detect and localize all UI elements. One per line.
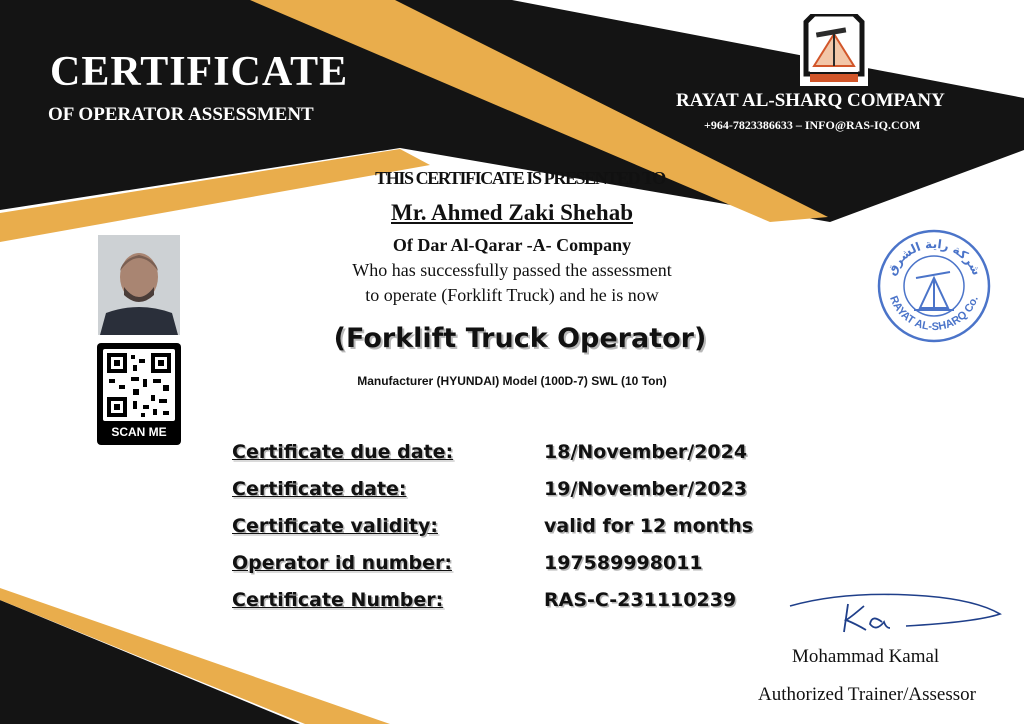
signer-title: Authorized Trainer/Assessor <box>758 684 976 705</box>
qr-code[interactable] <box>97 343 181 445</box>
certificate-date-value: 19/November/2023 <box>544 478 748 500</box>
qr-code-image <box>103 349 175 421</box>
stamp-english-text: RAYAT AL-SHARQ Co. <box>887 294 981 334</box>
operator-role: (Forklift Truck Operator) <box>333 323 707 354</box>
company-stamp <box>870 226 998 344</box>
assessment-statement-line1: Who has successfully passed the assessment <box>352 260 672 280</box>
certificate-date-label: Certificate date: <box>232 478 407 500</box>
operator-id-label: Operator id number: <box>232 552 452 574</box>
certificate-number-value: RAS-C-231110239 <box>544 589 737 611</box>
stamp-arabic-text: شركة راية الشرق <box>884 236 984 278</box>
due-date-value: 18/November/2024 <box>544 441 748 463</box>
scan-me-label: SCAN ME <box>111 425 167 439</box>
company-contact: +964-7823386633 – INFO@RAS-IQ.COM <box>704 118 921 132</box>
presented-to-heading: THIS CERTIFICATE IS PRESENTED TO <box>375 168 665 188</box>
stamp-oil-pump-icon <box>914 272 954 310</box>
equipment-spec: Manufacturer (HYUNDAI) Model (100D-7) SWL (10 Ton) <box>357 374 667 388</box>
validity-label: Certificate validity: <box>232 515 438 537</box>
certificate-title: CERTIFICATE <box>50 49 349 95</box>
certificate-number-label: Certificate Number: <box>232 589 444 611</box>
operator-photo <box>98 235 180 335</box>
certificate-subtitle: OF OPERATOR ASSESSMENT <box>48 104 314 125</box>
validity-value: valid for 12 months <box>544 515 754 537</box>
due-date-label: Certificate due date: <box>232 441 454 463</box>
signer-name: Mohammad Kamal <box>792 646 940 667</box>
bottom-dark-band <box>0 600 300 724</box>
oil-pump-gear-logo-icon <box>800 14 868 86</box>
recipient-name: Mr. Ahmed Zaki Shehab <box>391 200 633 225</box>
recipient-company: Of Dar Al-Qarar -A- Company <box>392 235 632 255</box>
company-name: RAYAT AL-SHARQ COMPANY <box>676 90 945 111</box>
operator-id-value: 197589998011 <box>544 552 703 574</box>
signature-mark <box>786 588 1008 638</box>
assessment-statement-line2: to operate (Forklift Truck) and he is now <box>365 285 659 305</box>
